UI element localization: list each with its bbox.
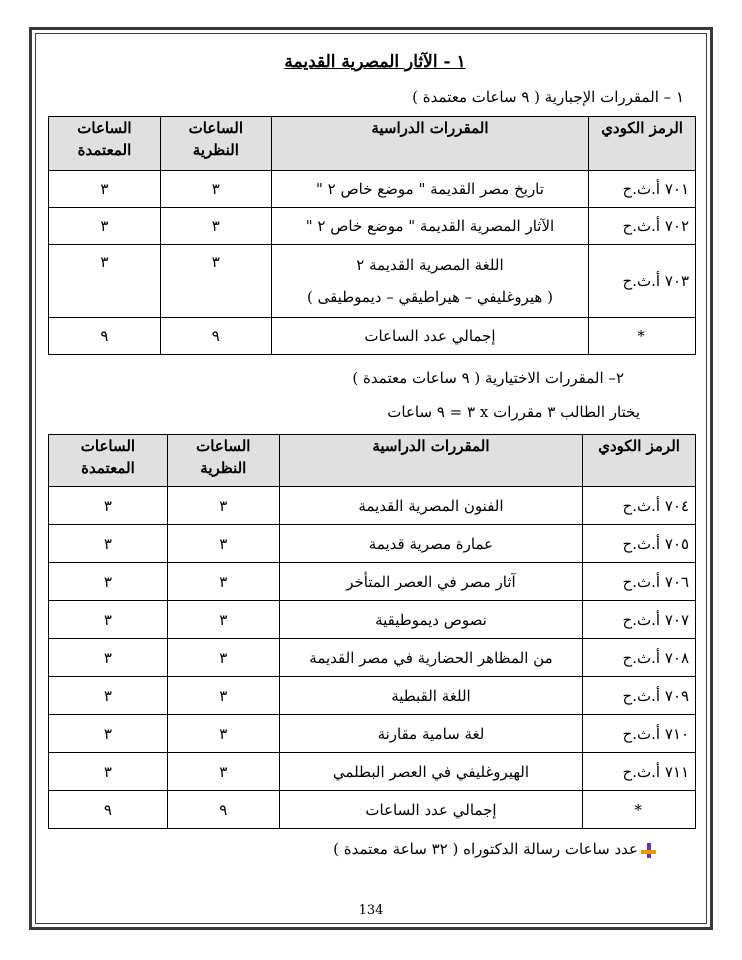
course-code: ٧٠٣ أ.ث.ح [589, 245, 696, 318]
table-row [49, 601, 696, 639]
theory-hours: ٣ [160, 208, 271, 245]
theory-hours: ٣ [167, 715, 279, 753]
table-row [49, 715, 696, 753]
theory-hours: ٣ [167, 677, 279, 715]
page-number: 134 [358, 903, 384, 918]
bullet-icon [641, 843, 656, 858]
header-code: الرمز الكودي [589, 117, 696, 171]
credit-hours: ٩ [49, 791, 168, 829]
course-name: لغة سامية مقارنة [279, 715, 582, 753]
table-header-row [49, 435, 696, 487]
credit-hours: ٣ [49, 171, 161, 208]
credit-hours: ٣ [49, 525, 168, 563]
course-name: آثار مصر في العصر المتأخر [279, 563, 582, 601]
course-code: ٧١١ أ.ث.ح [583, 753, 696, 791]
theory-hours: ٣ [167, 487, 279, 525]
course-name: الآثار المصرية القديمة " موضع خاص ٢ " [271, 208, 588, 245]
course-name: الهيروغليفي في العصر البطلمي [279, 753, 582, 791]
theory-hours: ٣ [167, 563, 279, 601]
table-row [49, 487, 696, 525]
theory-hours: ٣ [167, 601, 279, 639]
credit-hours: ٣ [49, 715, 168, 753]
table-row [49, 677, 696, 715]
course-code: ٧٠٨ أ.ث.ح [583, 639, 696, 677]
theory-hours: ٣ [160, 171, 271, 208]
theory-hours: ٣ [167, 753, 279, 791]
header-credit: الساعات المعتمدة [49, 117, 161, 171]
course-code: ٧١٠ أ.ث.ح [583, 715, 696, 753]
section2-heading: ٢– المقررات الاختيارية ( ٩ ساعات معتمدة ) [352, 369, 624, 387]
table-row [49, 208, 696, 245]
course-code: * [589, 318, 696, 355]
header-course: المقررات الدراسية [271, 117, 588, 171]
theory-hours: ٩ [167, 791, 279, 829]
table-row [49, 525, 696, 563]
header-code: الرمز الكودي [583, 435, 696, 487]
course-name: الفنون المصرية القديمة [279, 487, 582, 525]
theory-hours: ٩ [160, 318, 271, 355]
course-code: ٧٠٤ أ.ث.ح [583, 487, 696, 525]
course-name: عمارة مصرية قديمة [279, 525, 582, 563]
table-row [49, 563, 696, 601]
credit-hours: ٣ [49, 639, 168, 677]
course-name-line2: ( هيروغليفي – هيراطيقي – ديموطيقى ) [306, 288, 553, 306]
credit-hours: ٣ [49, 677, 168, 715]
theory-hours: ٣ [167, 639, 279, 677]
section1-heading: ١ – المقررات الإجبارية ( ٩ ساعات معتمدة ) [412, 88, 684, 106]
course-name: نصوص ديموطيقية [279, 601, 582, 639]
credit-hours: ٣ [49, 563, 168, 601]
course-code: ٧٠٧ أ.ث.ح [583, 601, 696, 639]
table-row [49, 753, 696, 791]
table-row [49, 639, 696, 677]
theory-hours: ٣ [160, 245, 271, 318]
course-code: ٧٠٢ أ.ث.ح [589, 208, 696, 245]
course-name: تاريخ مصر القديمة " موضع خاص ٢ " [271, 171, 588, 208]
elective-courses-table [48, 434, 696, 829]
table-header-row [49, 117, 696, 171]
table-row [49, 318, 696, 355]
course-code: ٧٠٩ أ.ث.ح [583, 677, 696, 715]
theory-hours: ٣ [167, 525, 279, 563]
course-name: اللغة القبطية [279, 677, 582, 715]
table-row [49, 171, 696, 208]
credit-hours: ٩ [49, 318, 161, 355]
section2-note: يختار الطالب ٣ مقررات x ٣ = ٩ ساعات [387, 403, 640, 421]
course-code: * [583, 791, 696, 829]
header-theory: الساعات النظرية [160, 117, 271, 171]
course-name: إجمالي عدد الساعات [279, 791, 582, 829]
course-name: إجمالي عدد الساعات [271, 318, 588, 355]
course-name-line1: اللغة المصرية القديمة ٢ [356, 256, 504, 274]
thesis-note [333, 840, 656, 858]
course-name [271, 245, 588, 318]
credit-hours: ٣ [49, 487, 168, 525]
credit-hours: ٣ [49, 208, 161, 245]
thesis-note-text: عدد ساعات رسالة الدكتوراه ( ٣٢ ساعة معتمدة ) [333, 840, 638, 858]
credit-hours: ٣ [49, 753, 168, 791]
table-row [49, 791, 696, 829]
table-row [49, 245, 696, 318]
header-credit: الساعات المعتمدة [49, 435, 168, 487]
mandatory-courses-table [48, 116, 696, 355]
course-code: ٧٠٥ أ.ث.ح [583, 525, 696, 563]
header-theory: الساعات النظرية [167, 435, 279, 487]
course-code: ٧٠٦ أ.ث.ح [583, 563, 696, 601]
credit-hours: ٣ [49, 245, 161, 318]
header-course: المقررات الدراسية [279, 435, 582, 487]
course-code: ٧٠١ أ.ث.ح [589, 171, 696, 208]
course-name: من المظاهر الحضارية في مصر القديمة [279, 639, 582, 677]
page-title: ١ - الآثار المصرية القديمة [284, 52, 466, 72]
credit-hours: ٣ [49, 601, 168, 639]
